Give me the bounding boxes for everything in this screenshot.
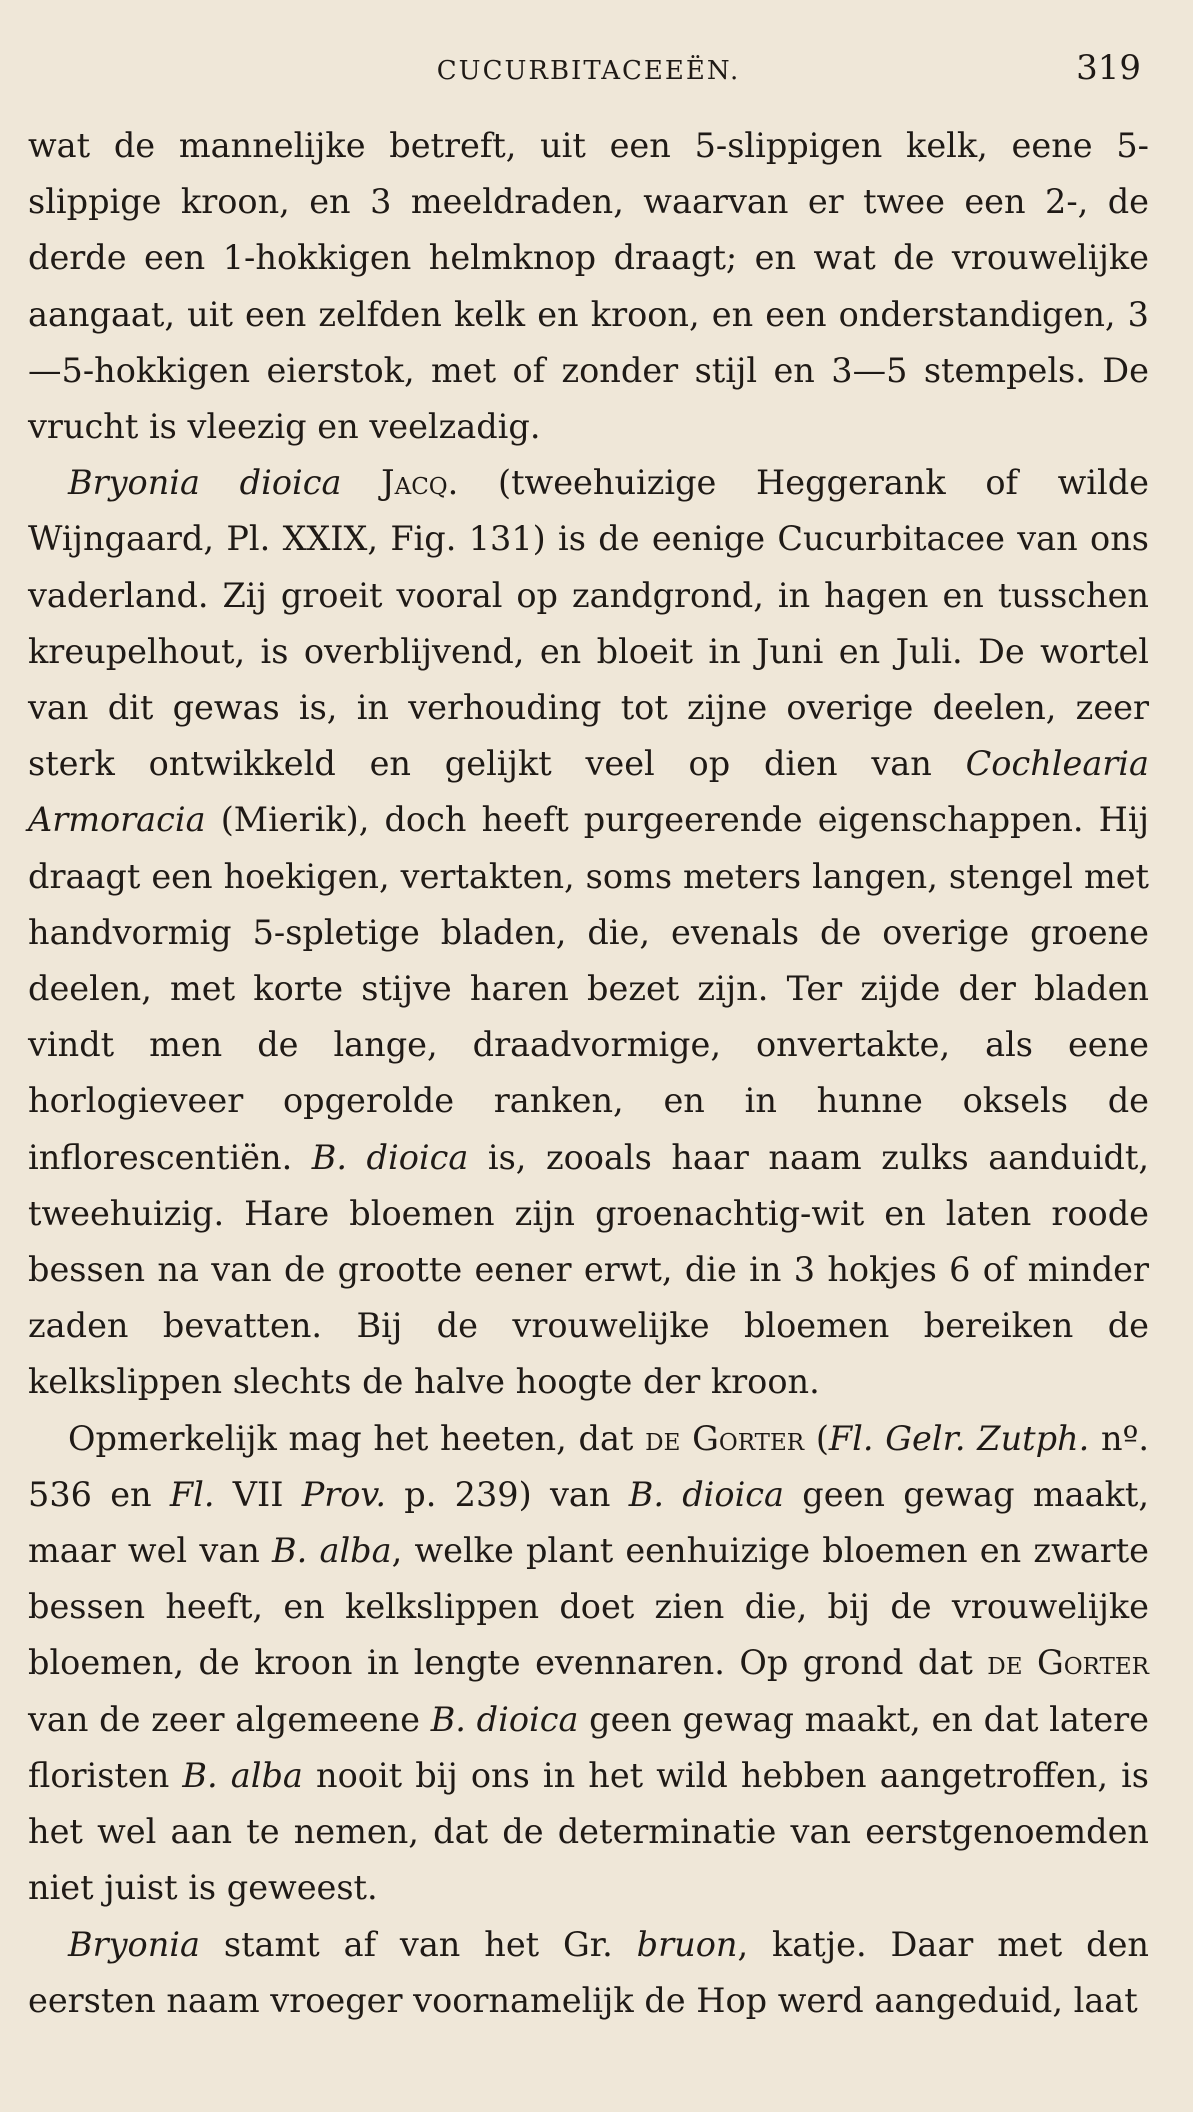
text-run: geen gewag maakt, en dat latere floristen: [28, 1699, 1149, 1795]
italic-term: B. alba: [182, 1755, 303, 1795]
text-run: geen gewag maakt, maar wel van: [28, 1474, 1149, 1571]
text-run: [341, 463, 381, 502]
running-head: [28, 46, 1149, 106]
italic-term: B. dioica: [430, 1699, 579, 1739]
text-run: , katje. Daar met den eersten naam vroeger voornamelijk de Hop werd aangeduid, laat: [28, 1924, 1149, 2020]
text-run: VII: [214, 1474, 302, 1514]
text-run: stamt af van het Gr.: [200, 1924, 637, 1964]
text-run: nº. 536 en: [28, 1418, 1150, 1514]
body-text: [28, 118, 1149, 2029]
running-title: CUCURBITACEEËN.: [436, 56, 741, 86]
italic-term: Fl.: [169, 1474, 215, 1514]
paragraph-continuation: [28, 118, 1149, 455]
italic-term: Bryonia: [68, 1924, 200, 1964]
text-run: (: [804, 1418, 829, 1458]
text-run: van de zeer algemeene: [28, 1699, 431, 1739]
text-run: Opmerkelijk mag het heeten, dat: [68, 1418, 646, 1458]
text-run: , welke plant eenhuizige bloemen en zwarte bessen heeft, en kelkslippen doet zien die, bij de vrouwelijke bloemen, de kroon in lengte evennaren. Op grond dat: [28, 1531, 1149, 1683]
text-run: p. 239) van: [386, 1474, 629, 1514]
small-caps-name: de Gorter: [645, 1418, 805, 1458]
small-caps-name: de Gorter: [987, 1643, 1150, 1683]
page-number: 319: [1076, 48, 1141, 88]
italic-term: Cochlearia Armoracia: [28, 744, 1149, 840]
italic-term: bruon: [636, 1924, 738, 1964]
paragraph-bryonia-dioica: [28, 455, 1149, 1410]
text-run: . (tweehuizige Heggerank of wilde Wijngaard, Pl. XXIX, Fig. 131) is de eenige Cucurbitacee van ons vaderland. Zij groeit vooral op zandgrond, in hagen en tusschen kreupelhout, is overblijvend, en bloeit in Juni en Juli. De wortel van dit gewas is, in verhouding tot zijne overige deelen, zeer sterk ontwikkeld en gelijkt veel op dien van: [28, 463, 1150, 784]
text-run: nooit bij ons in het wild hebben aangetroffen, is het wel aan te nemen, dat de determinatie van eerstgenoemden niet juist is geweest.: [28, 1755, 1149, 1908]
italic-term: Bryonia dioica: [68, 463, 342, 503]
italic-term: Prov.: [301, 1474, 387, 1514]
italic-term: Fl. Gelr. Zutph.: [828, 1418, 1090, 1458]
text-run: (Mierik), doch heeft purgeerende eigenschappen. Hij draagt een hoekigen, vertakten, soms meters langen, stengel met handvormig 5-spletige bladen, die, evenals de overige groene deelen, met korte stijve haren bezet zijn. Ter zijde der bladen vindt men de lange, draadvormige, onvertakte, als eene horlogieveer opgerolde ranken, en in hunne oksels de inflorescentiën.: [28, 800, 1149, 1177]
paragraph-de-gorter: [28, 1411, 1149, 1917]
small-caps-name: Jacq: [381, 463, 448, 503]
text-run: wat de mannelijke betreft, uit een 5-slippigen kelk, eene 5-slippige kroon, en 3 meeldraden, waarvan er twee een 2-, de derde een 1-hokkigen helmknop draagt; en wat de vrouwelijke aangaat, uit een zelfden kelk en kroon, en een onderstandigen, 3—5-hokkigen eierstok, met of zonder stijl en 3—5 stempels. De vrucht is vleezig en veelzadig.: [28, 126, 1149, 447]
italic-term: B. alba: [272, 1531, 392, 1571]
italic-term: B. dioica: [311, 1137, 469, 1177]
paragraph-etymology: [28, 1917, 1149, 2029]
italic-term: B. dioica: [628, 1474, 785, 1514]
text-run: is, zooals haar naam zulks aanduidt, tweehuizig. Hare bloemen zijn groenachtig-wit en laten roode bessen na van de grootte eener erwt, die in 3 hokjes 6 of minder zaden bevatten. Bij de vrouwelijke bloemen bereiken de kelkslippen slechts de halve hoogte der kroon.: [28, 1137, 1150, 1402]
